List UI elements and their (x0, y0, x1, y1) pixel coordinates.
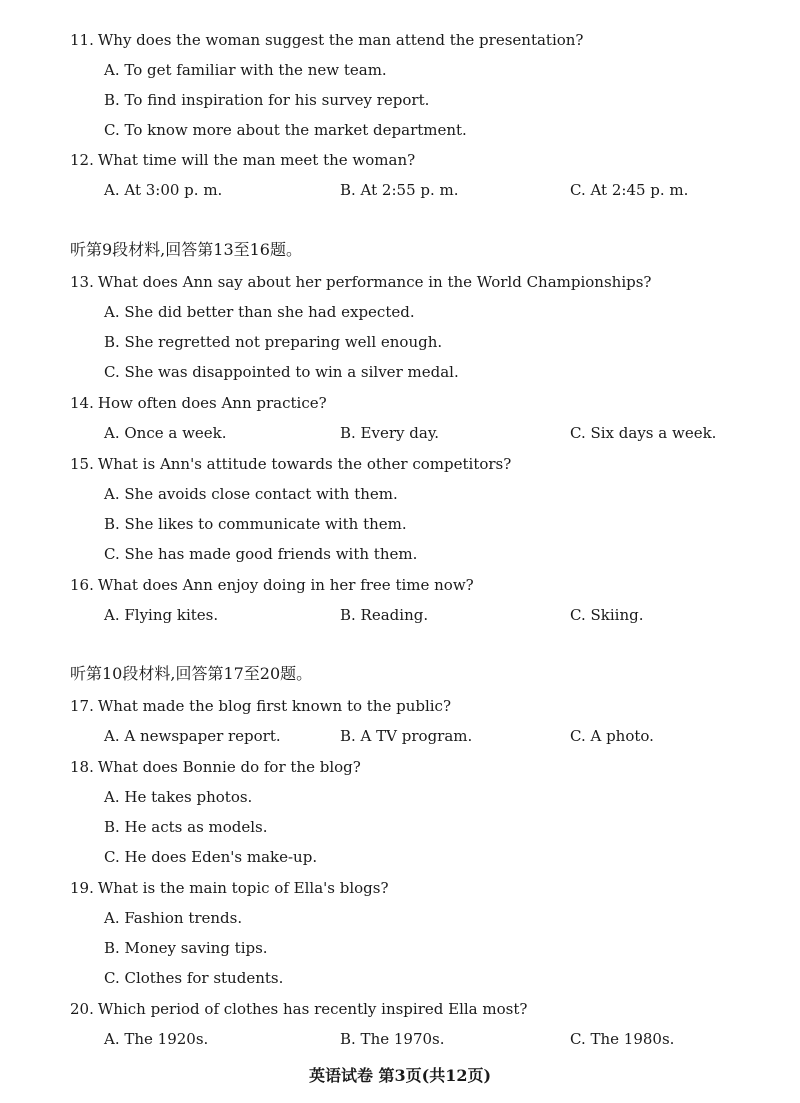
option-17-a: A. A newspaper report. (104, 727, 281, 745)
option-14-b: B. Every day. (340, 424, 440, 442)
question-19 (70, 878, 389, 898)
option-11-b: B. To find inspiration for his survey report. (104, 91, 430, 109)
option-12-a: A. At 3:00 p. m. (104, 181, 223, 199)
option-15-c: C. She has made good friends with them. (104, 545, 418, 563)
option-15-b: B. She likes to communicate with them. (104, 515, 407, 533)
option-15-a: A. She avoids close contact with them. (104, 485, 398, 503)
question-number: 17. (70, 697, 94, 715)
question-18 (70, 757, 361, 777)
option-18-a: A. He takes photos. (104, 788, 253, 806)
option-11-a: A. To get familiar with the new team. (104, 61, 387, 79)
question-text: What is the main topic of Ella's blogs? (97, 879, 389, 897)
option-18-b: B. He acts as models. (104, 818, 268, 836)
option-16-b: B. Reading. (340, 606, 429, 624)
question-text: What time will the man meet the woman? (97, 151, 416, 169)
question-15 (70, 454, 511, 474)
question-12 (70, 150, 415, 170)
option-20-b: B. The 1970s. (340, 1030, 445, 1048)
option-16-c: C. Skiing. (570, 606, 644, 624)
page-footer: 英语试卷 第3页(共12页) (308, 1066, 492, 1085)
section-9-heading: 听第9段材料,回答第13至16题。 (70, 240, 302, 259)
option-13-b: B. She regretted not preparing well enough. (104, 333, 443, 351)
option-20-a: A. The 1920s. (104, 1030, 209, 1048)
question-text: What is Ann's attitude towards the other competitors? (97, 455, 512, 473)
option-18-c: C. He does Eden's make-up. (104, 848, 318, 866)
option-14-c: C. Six days a week. (570, 424, 717, 442)
question-text: What does Ann enjoy doing in her free time now? (97, 576, 474, 594)
question-text: What does Ann say about her performance in the World Championships? (97, 273, 652, 291)
question-number: 13. (70, 273, 94, 291)
question-number: 18. (70, 758, 94, 776)
question-text: Why does the woman suggest the man attend the presentation? (97, 31, 584, 49)
question-14 (70, 393, 327, 413)
question-text: How often does Ann practice? (97, 394, 327, 412)
option-13-a: A. She did better than she had expected. (104, 303, 415, 321)
option-20-c: C. The 1980s. (570, 1030, 675, 1048)
question-16 (70, 575, 474, 595)
question-text: Which period of clothes has recently inspired Ella most? (97, 1000, 528, 1018)
option-19-c: C. Clothes for students. (104, 969, 284, 987)
option-19-a: A. Fashion trends. (104, 909, 243, 927)
question-number: 11. (70, 31, 94, 49)
question-number: 20. (70, 1000, 94, 1018)
option-17-c: C. A photo. (570, 727, 654, 745)
option-14-a: A. Once a week. (104, 424, 227, 442)
option-17-b: B. A TV program. (340, 727, 473, 745)
option-19-b: B. Money saving tips. (104, 939, 268, 957)
question-number: 14. (70, 394, 94, 412)
question-text: What does Bonnie do for the blog? (97, 758, 361, 776)
question-number: 16. (70, 576, 94, 594)
option-13-c: C. She was disappointed to win a silver medal. (104, 363, 459, 381)
question-number: 19. (70, 879, 94, 897)
option-11-c: C. To know more about the market department. (104, 121, 467, 139)
option-12-c: C. At 2:45 p. m. (570, 181, 689, 199)
question-11 (70, 30, 583, 50)
question-13 (70, 272, 651, 292)
question-number: 12. (70, 151, 94, 169)
question-20 (70, 999, 527, 1019)
question-17 (70, 696, 451, 716)
question-text: What made the blog first known to the public? (97, 697, 452, 715)
option-12-b: B. At 2:55 p. m. (340, 181, 459, 199)
option-16-a: A. Flying kites. (104, 606, 219, 624)
section-10-heading: 听第10段材料,回答第17至20题。 (70, 664, 313, 683)
question-number: 15. (70, 455, 94, 473)
